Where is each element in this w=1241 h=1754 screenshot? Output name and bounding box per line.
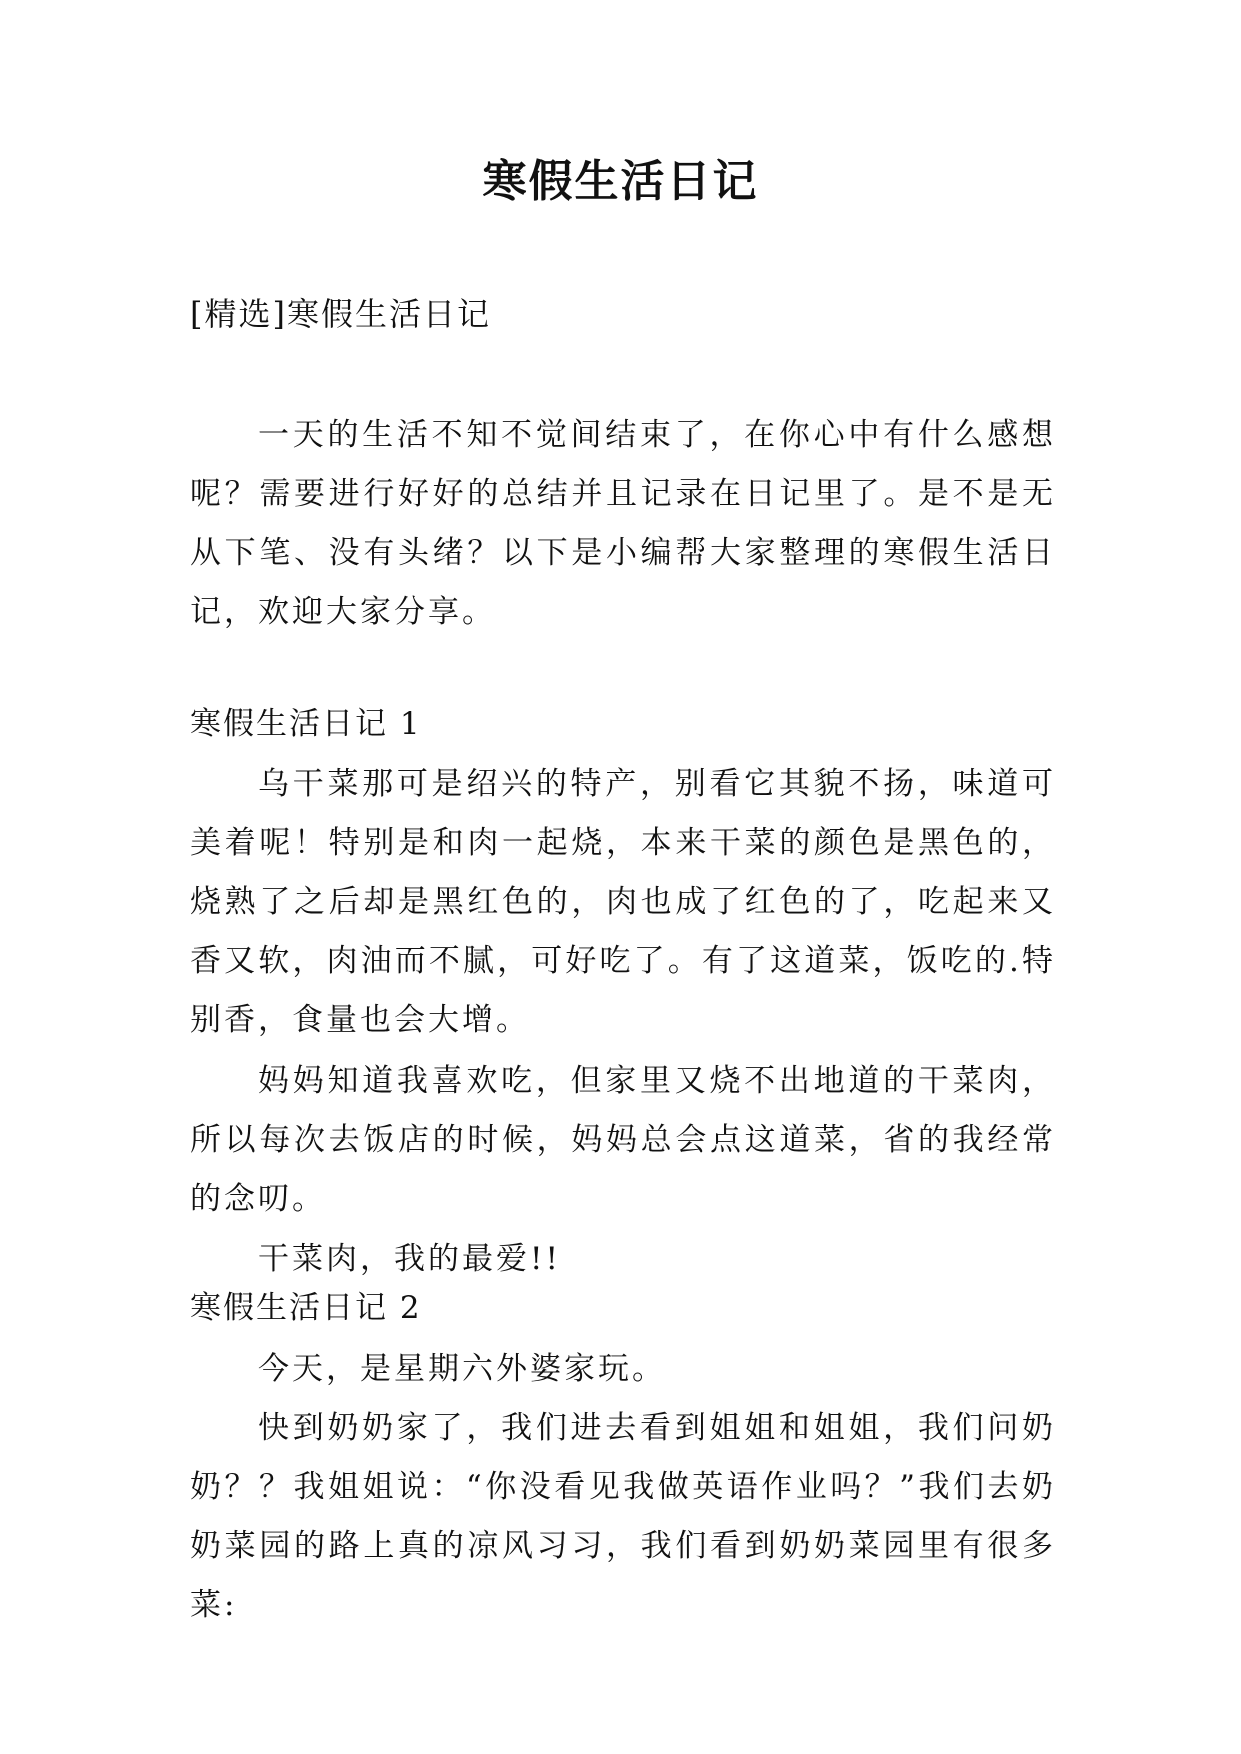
entry-2-paragraph-1: 今天，是星期六外婆家玩。 bbox=[258, 1351, 666, 1387]
entry-1-paragraph-3: 干菜肉，我的最爱!! bbox=[258, 1241, 561, 1277]
page-title: 寒假生活日记 bbox=[482, 156, 759, 207]
entry-1-paragraph-1: 乌干菜那可是绍兴的特产，别看它其貌不扬，味道可美着呢！特别是和肉一起烧，本来干菜的颜色是黑色的，烧熟了之后却是黑红色的，肉也成了红色的了，吃起来又香又软，肉油而不腻，可好吃了。有了这道菜，饭吃的.特别香，食量也会大增。 bbox=[190, 766, 1056, 1038]
entry-2-paragraph-2: 快到奶奶家了，我们进去看到姐姐和姐姐，我们问奶奶？？我姐姐说：“你没看见我做英语作业吗？”我们去奶奶菜园的路上真的凉风习习，我们看到奶奶菜园里有很多菜: bbox=[190, 1410, 1056, 1623]
entry-heading-1: 寒假生活日记 1 bbox=[190, 706, 422, 742]
intro-paragraph: 一天的生活不知不觉间结束了，在你心中有什么感想呢？需要进行好好的总结并且记录在日记里了。是不是无从下笔、没有头绪？以下是小编帮大家整理的寒假生活日记，欢迎大家分享。 bbox=[190, 417, 1056, 630]
document-subtitle: [精选]寒假生活日记 bbox=[190, 295, 491, 333]
entry-1-paragraph-2: 妈妈知道我喜欢吃，但家里又烧不出地道的干菜肉，所以每次去饭店的时候，妈妈总会点这道菜，省的我经常的念叨。 bbox=[190, 1063, 1056, 1217]
entry-heading-2: 寒假生活日记 2 bbox=[190, 1290, 422, 1326]
